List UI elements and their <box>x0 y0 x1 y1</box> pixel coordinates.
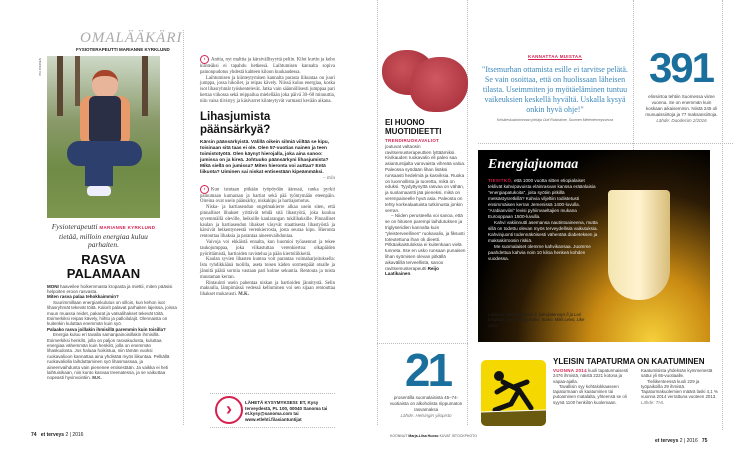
article-column-1: MONI haaveilee hoikemmasta kropasta ja miettii, miten pääsisi helpoiten eroon rasvasta. Miten rasva palaa tehokkaimmin? Suurimmillaan energiankulutus on silloin, kun kehon isot lihasryhmät tekevät töitä. Kalorit palavat parhaiten lajeissa, joissa muun muassa reidet, pakarat ja vatsalihakset tekevät töitä. Esimerkiksi reipas kävely, hiihto ja palloilulajit. Olennaista on kuitenkin kuluttaa enemmän kuin syö. Palaako rasva joillakin ihmisillä paremmin kuin toisilla? Energia kuluu eri tavalla samanpainoisillakin ihmisillä. Esimerkiksi henkilö, jolla on paljon rasvakudosta, kuluttaa energiaa vähemmän kuin henkilö, jolla on enemmän lihaskudosta. Jos haluaa hoikistua, niin tämän vuoksi ruokavalioon kannattaa aina yhdistää myös liikuntaa. Pelkällä ruokavaliolla laihduttaminen syö lihasmassaa, ja aineenvaihdunta vain pienenee entisestään. Ja vaikka ei heti laihtuisikaan, niin kunto kasvaa treenatessa, ja se vaikuttaa nopeasti hyvinvointiin. M.K. <box>47 283 177 381</box>
reader-letter: Kärsin päänsärkyistä. Välillä oikein silmiä viiltää se kipu, toisinaan sitä taas ei ole. Olen 57-vuotias nainen ja teen toimistotyötä. Olen käynyt hierojalla, joka aina sanoo: jumissa on ja kireä. Johtuuko päänsärkyni lihasjumista? Mikä siellä on jumissa? Miten hieronta voi auttaa? Entä liikunta? Uiminen sai niskat entisestään kipeämmäksi. – Eila <box>200 139 335 181</box>
intro-text: Fysioterapeutti MARIANNE KYRKLUND tietää, milloin energiaa kuluu parhaiten. <box>51 222 156 249</box>
quote-box: KANNATTAA MUISTAA "Itsemurhan ottamista esille ei tarvitse pelätä. Se vain osoittaa, että on huolissaan läheisen tilasta. Useimmiten jo myötäeläminen tuntuu vaikeuksien keskellä hyvältä. Uskalla kysyä onkin hyvä ohje!" Kriisikeskustoiminnan johtaja Outi Ruishalme, Suomen Mielenterveysseura <box>482 54 628 122</box>
fall-article: VUONNA 2014 kuoli tapaturmaisesti 2476 ihmistä, näistä 2221 kotona ja vapaa-ajalla. Tavallisin syy kohtalokkaaseen tapaturmaan oli kaatuminen tai putoaminen matalalta, yhteensä se oli syynä 1100 henkilön kuolemaan. Kaatumisista yhdeksän kymmenestä sattui yli 65-vuotiaalle. Tieliikenteessä kuoli 229 ja työpaikoilla 29 ihmistä. Tapaturmakuolemien määrä laski 4,1 % vuonna 2014 verrattuna vuoteen 2013. Lähde: THL <box>553 368 718 405</box>
coffee-cup <box>608 190 670 300</box>
headline: RASVA PALAMAAN <box>66 251 141 281</box>
page-footer-right: et terveys 2 | 2016 75 <box>655 438 708 444</box>
credits: KOONNUT Marja-Liisa Huoso KUVAT ISTOCKPHOTO <box>390 434 477 438</box>
send-arrow-icon: › <box>215 396 243 424</box>
meat-article-wrapper <box>385 118 466 277</box>
meat-image <box>380 45 468 115</box>
page-footer-left: 74 et terveys 2 | 2016 <box>31 432 84 438</box>
stat-391-text: elinsiirtoa tehtiin Suomessa viime vuonna. Se on enemmän kuin koskaan aikaisemmin. Niistä 245 oli munuaissiirtoja ja 77 maksansiirtoja. Lähde: Duodecim 2/2016 <box>645 94 718 123</box>
stat-21-text: prosentilla suomalaisista 45–74-vuotiaista on alkoholista riippumaton rasvamaksa Lähde: Helsingin yliopisto <box>389 395 463 418</box>
fall-title: YLEISIN TAPATURMA ON KAATUMINEN <box>553 357 705 366</box>
headline-2: Lihasjumista päänsärkyä? <box>200 110 271 136</box>
send-question-info[interactable]: LÄHETÄ KYSYMYKSESI: ET, Kysy terveydestä, PL 100, 00040 Sanoma tai et.kysy@sanoma.com tai www.etlehti.fi/asiantuntijat <box>245 400 328 422</box>
energy-source: Lähteinä: terveyskirjasto.fi, kahvijatervays.fi ja Lori Kingston: Näin syntyy kahvi. Suom. Mikli Leivo, Like 2015. <box>488 312 585 328</box>
energy-title: Energiajuomaa <box>488 157 579 172</box>
portrait-photo <box>47 56 160 218</box>
stat-21: 21 <box>404 344 451 396</box>
meat-article: TRENDIRUOKAVALIOT joutuvat valtaosin ravitsemusterapeuttien lyttäämiksi. Kivikauden ruokavalio eli paleo saa asiantuntijalta varovaista vihreää valoa. Paleossa syödään lihan lisäksi runsaasti hedelmiä ja kasviksia. Ruoka on luonnollista ja tuoretta, mikä on eduksi. Tyydyttynyttä rasvaa on vähän, ja suolamaantti jää pieneksi, mikä on verenpaineelle hyvä asia. Paleosta on tehty korkealaatuista tutkimusta jonkin verran. – Niiden perusteella voi sanoa, että se on hitusen parempi laihdutuksen ja triglyseridien kannalta kuin "yleisterveellinen" ruokavalio, ja fiksusti toteutettuna ihan ok dieetti. Pitkäaikaistuloksia ei kuitenkaan vielä tunneta. Itse en usko runsaan punaisen lihan syömisen olevan pitkällä aikavälillä terveellistä, sanoo ravitsemusterapeutti Reijo Laatikainen. <box>385 138 466 277</box>
section-subtitle: FYSIOTERAPEUTTI MARIANNE KYRKLUND <box>76 47 170 52</box>
arrow-icon: › <box>200 185 209 194</box>
article-column-2: › Anitta, nyt malttia ja kärsivällisyyttä peliin. Kilot kurtin ja keho kiinteäksi ei tapahdu hetkessä. Laihtumisen kannalta sopiva painonpudotus yhdestä kahteen kiloon kuukaudessa. Laihtumisen ja kiinteytymisen kannalta parasta liikuntaa on juuri jumppa, jossa hikoilet, ja reipas kävely. Niissä kuluu energiaa, koska isot lihasryhmät työskentelevät. Jatka vain säännöllisesti jumppaa pari kertaa viikossa sekä reippailua mielellään joka päivä 30–60 minuuttia, niin vaisa tiivistyy ja käsivarret kiinteytyvät varmasti kevään aikana. Lihasjumista päänsärkyä? Kärsin päänsärkyistä. Välillä oikein silmiä viiltää se kipu, toisinaan sitä taas ei ole. Olen 57-vuotias nainen ja teen toimistotyötä. Olen käynyt hierojalla, joka aina sanoo: jumissa on ja kireä. Johtuuko päänsärkyni lihasjumista? Mikä siellä on jumissa? Miten hieronta voi auttaa? Entä liikunta? Uiminen sai niskat entisestään kipeämmäksi. – Eila › Kun istutaan pitkään työpöydän ääressä, ranka pyrkii painumaan kumaraan ja hartiat sekä pää työntymään eteenpäin. Oireina ovat usein päänsärky, niskakipu ja hartiajomotus. Niska- ja hartiaseudun ongelmakierre alkaa usein siten, että pinnalliset lihakset yrittävät tehdä sitä lihastyötä, joka kuuluu syvemmällä oleville, heikoille kaularangan tukilihaksille. Pinnalliset kaulan ja hartiaseudun lihakset väsyvät staattisesta lihastyöstä ja kärsivät heikentyneestä verenkierrosta, josta seuraa kipu. Hieronta rentouttaa lihaksia ja parantaa aineenvaihduntaa. Vaivoja voi ehkäistä ennalta, kun huomioi työasennot ja tekee taukojumppaa, joka vilkastuttaa verenkiertoa: olkapäiden pyörittämistä, hartioiden ravistelua ja pään kiertoliikkeitä. Kaulan syvien lihasten kuntoa voit parantaa voimaharjoituksella: Istu ryhdikkäänä tuolilla, aseta toisen käden sormenpäät otsalle ja jännitä päätä sormia vastaan pari kolme sekuntia. Rentouta ja toista muutaman kerran. Rintauinti usein pahentaa niskan ja hartioiden jännitystä. Selin makuulla, lämpimässä vedessä kelluminen voi sen sijaan rentouttaa lihakset mukavasti. M.K. <box>200 56 335 298</box>
stat-391: 391 <box>648 44 714 91</box>
article-column-1-wrapper <box>47 223 177 381</box>
falling-person-image <box>481 360 546 426</box>
article-column-3: › Kun istutaan pitkään työpöydän ääressä, ranka pyrkii painumaan kumaraan ja hartiat sekä pää työntymään eteenpäin. Oireina ovat usein päänsärky, niskakipu ja hartiajomotus. Niska- ja hartiaseudun ongelmakierre alkaa usein siten, että pinnalliset lihakset yrittävät tehdä sitä lihastyötä, joka kuuluu syvemmällä oleville, heikoille kaularangan tukilihaksille. Pinnalliset kaulan ja hartiaseudun lihakset väsyvät staattisesta lihastyöstä ja kärsivät heikentyneestä verenkierrosta, josta seuraa kipu. Hieronta rentouttaa lihaksia ja parantaa aineenvaihduntaa. Vaivoja voi ehkäistä ennalta, kun huomioi työasennot ja tekee taukojumppaa, joka vilkastuttaa verenkiertoa: olkapäiden pyörittämistä, hartioiden ravistelua ja pään kiertoliikkeitä. Kaulan syvien lihasten kuntoa voit parantaa voimaharjoituksella: Istu ryhdikkäänä tuolilla, aseta toisen käden sormenpäät otsalle ja jännitä päätä sormia vastaan pari kolme sekuntia. Rentouta ja toista muutaman kerran. Rintauinti usein pahentaa niskan ja hartioiden jännitystä. Selin makuulla, lämpimässä vedessä kelluminen voi sen sijaan rentouttaa lihakset mukavasti. M.K. <box>200 185 335 298</box>
section-title: OMALÄÄKÄRI <box>80 30 183 46</box>
meat-title: EI HUONO MUOTIDIEETTI <box>385 118 442 136</box>
falling-person-icon <box>481 360 546 426</box>
energy-box <box>478 150 710 342</box>
energy-text: TIESITKÖ, että 1000 vuotta sitten etiopialaiset teklivät kahvipavuista eläinrasvan kanssa eräänlaisia "energiapatukoita", joita syötiin pitkillä metsästysretkillä? Kahvia viljeltiin todistetusti ensimmäisen kerran Jemenissä 1400-luvulla. "Arabianviini" levisi pyhiinvaeltajien mukana Eurooppaan 1500-luvulla. Kahvi vakiinnutti asemansa nautintoaineena, mutta sillä on todettu olevan myös terveydellisiä vaikutuksia. Kahvinjuonti todennäköisesti vähentää diabeteksen ja maksakirroosin riskiä. Me suomalaiset olemme kahvikansaa. Juomme paahdettua kahvia noin 10 kiloa henkeä kohden vuodessa. <box>488 178 598 261</box>
photo-credit: PIA INKINEN <box>38 58 42 76</box>
arrow-icon: › <box>200 55 209 64</box>
